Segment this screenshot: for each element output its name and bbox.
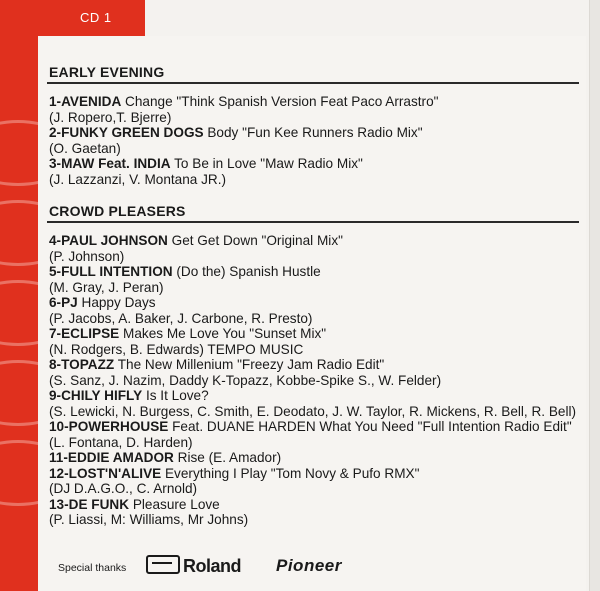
cd-label: CD 1 [80,10,112,25]
tracklist-early-evening [49,94,579,187]
track-title: Rise (E. Amador) [173,450,282,465]
track-credits: (N. Rodgers, B. Edwards) TEMPO MUSIC [49,341,304,357]
track-item [49,295,579,326]
track-artist: 1-AVENIDA [49,94,122,109]
track-item [49,326,579,357]
roland-wordmark: Roland [183,556,241,576]
track-item [49,466,579,497]
track-credits: (S. Lewicki, N. Burgess, C. Smith, E. Deodato, J. W. Taylor, R. Mickens, R. Bell, R. Bell) [49,403,577,419]
red-side-band [0,0,38,591]
track-artist: 4-PAUL JOHNSON [49,233,168,248]
track-title: (Do the) Spanish Hustle [172,264,321,279]
track-title: Pleasure Love [129,496,220,512]
track-artist: 10-POWERHOUSE [49,419,169,434]
track-title: Body "Fun Kee Runners Radio Mix" [203,125,423,140]
track-item [49,264,579,295]
section-divider [47,82,579,84]
pioneer-logo: Pioneer [276,556,342,575]
track-item [49,450,579,466]
track-artist: 7-ECLIPSE [49,326,120,341]
track-credits: (J. Ropero,T. Bjerre) [49,109,172,125]
track-artist: 9-CHILY HIFLY [49,388,143,403]
swirl-decoration [0,200,38,266]
swirl-decoration [0,360,38,426]
track-item [49,125,579,156]
red-header-tab [0,0,145,36]
track-title: Makes Me Love You "Sunset Mix" [119,326,327,341]
track-item [49,419,579,450]
track-title: Everything I Play "Tom Novy & Pufo RMX" [161,465,420,481]
track-artist: 13-DE FUNK [49,496,130,512]
special-thanks-label: Special thanks [58,562,127,574]
track-credits: (M. Gray, J. Peran) [49,279,164,295]
track-artist: 12-LOST'N'ALIVE [49,465,162,481]
section-title-early-evening: EARLY EVENING [49,64,165,80]
section-divider [47,221,579,223]
track-artist: 5-FULL INTENTION [49,264,173,279]
track-credits: (S. Sanz, J. Nazim, Daddy K-Topazz, Kobbe-Spike S., W. Felder) [49,372,442,388]
track-item [49,94,579,125]
swirl-decoration [0,280,38,346]
track-item [49,497,579,528]
track-artist: 6-PJ [49,295,78,310]
track-credits: (P. Jacobs, A. Baker, J. Carbone, R. Presto) [49,310,313,326]
track-artist: 2-FUNKY GREEN DOGS [49,125,204,140]
roland-badge-icon [146,555,180,574]
track-item [49,357,579,388]
track-title: Is It Love? [142,388,209,403]
tracklist-crowd-pleasers [49,233,579,528]
swirl-decoration [0,440,38,506]
track-credits: (P. Liassi, M: Williams, Mr Johns) [49,512,249,527]
track-credits: (J. Lazzanzi, V. Montana JR.) [49,171,227,187]
track-title: Get Get Down "Original Mix" [167,233,343,248]
track-title: To Be in Love "Maw Radio Mix" [170,156,363,171]
section-title-crowd-pleasers: CROWD PLEASERS [49,203,186,219]
track-artist: 3-MAW Feat. INDIA [49,156,171,171]
track-credits: (DJ D.A.G.O., C. Arnold) [49,481,198,496]
track-credits: (O. Gaetan) [49,140,121,156]
track-item [49,388,579,419]
track-item [49,156,579,187]
track-title: The New Millenium "Freezy Jam Radio Edit" [114,357,385,372]
swirl-decoration [0,120,38,186]
track-title: Change "Think Spanish Version Feat Paco Arrastro" [121,94,439,109]
roland-logo [146,555,241,577]
track-artist: 8-TOPAZZ [49,357,115,372]
panel-edge [589,0,600,591]
track-item [49,233,579,264]
track-credits: (P. Johnson) [49,248,125,264]
track-artist: 11-EDDIE AMADOR [49,450,174,465]
track-title: Feat. DUANE HARDEN What You Need "Full Intention Radio Edit" (L. Fontana, D. Harden) [49,419,572,450]
track-title: Happy Days [77,295,156,310]
